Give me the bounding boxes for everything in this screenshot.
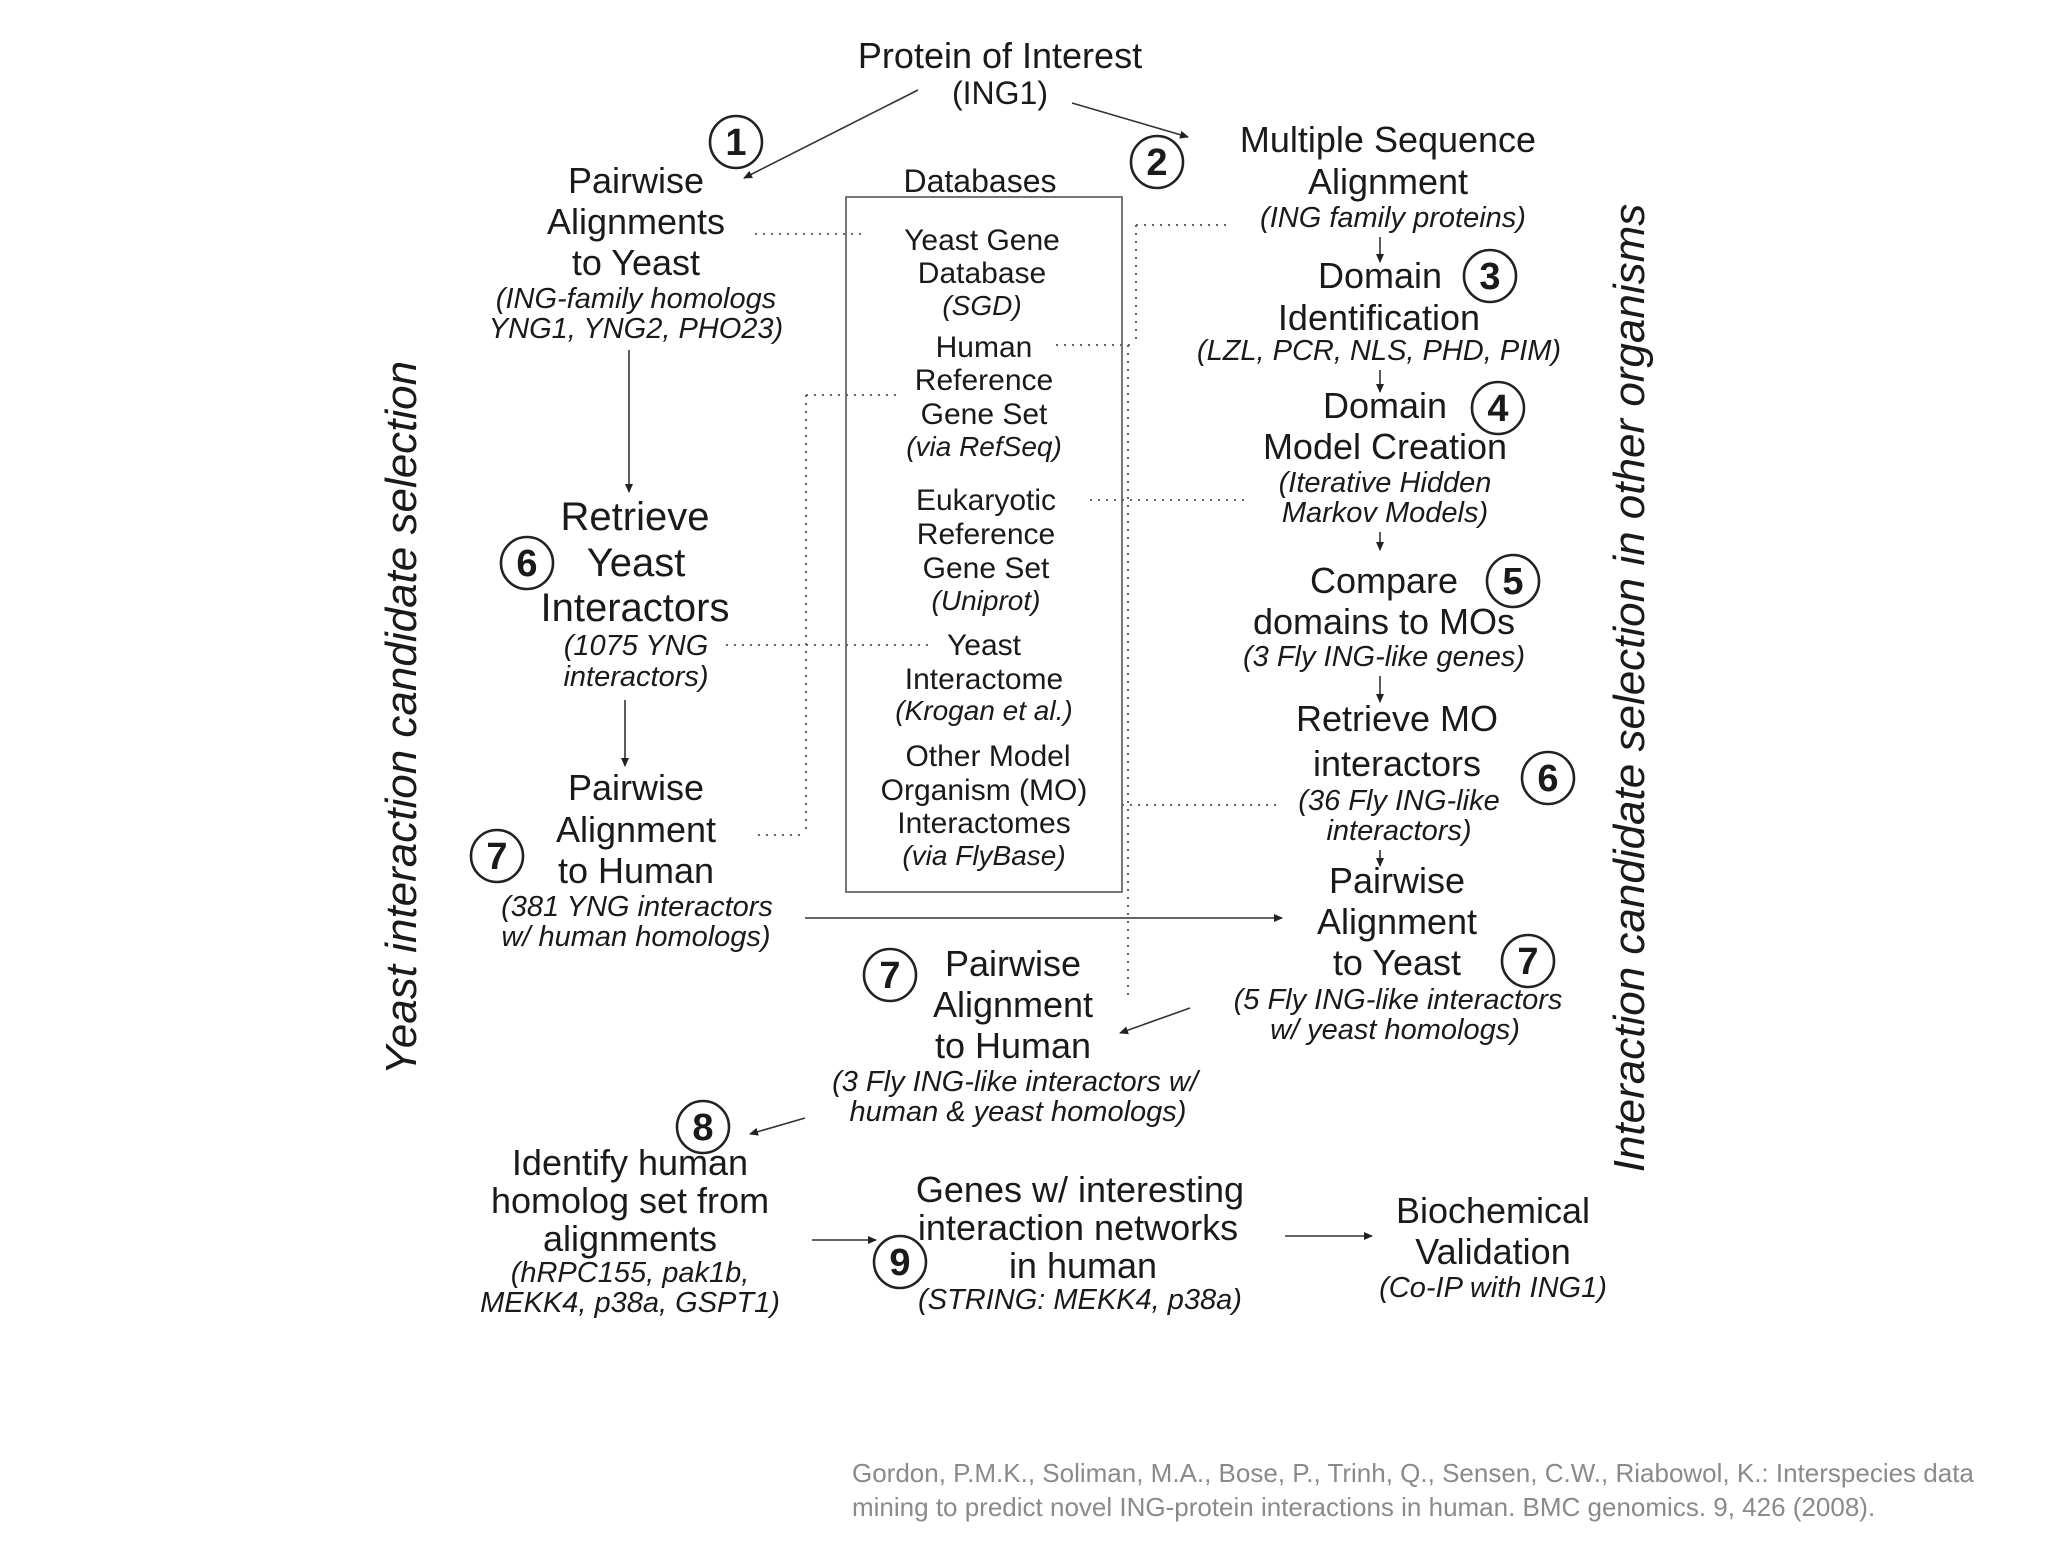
arrow-step7-center-to-step8 (750, 1118, 805, 1134)
step-7-right-line-3: to Yeast (1332, 942, 1462, 983)
db-yeast-int-sub: (Krogan et al.) (895, 695, 1073, 726)
step-7-right-line-1: Pairwise (1328, 860, 1466, 901)
step-8-sub-1: (hRPC155, pak1b, (510, 1257, 750, 1289)
step-2-multiple-sequence-alignment (1131, 119, 1536, 234)
step-6-retrieve-yeast-interactors (501, 495, 729, 693)
step-7-center-line-1: Pairwise (944, 943, 1082, 984)
side-label-left: Yeast interaction candidate selection (377, 360, 426, 1076)
step-1-pairwise-alignments-to-yeast (489, 116, 783, 345)
db-human-ref-sub: (via RefSeq) (906, 431, 1062, 462)
step-7-right-sub-2: w/ yeast homologs) (1270, 1014, 1520, 1046)
step-2-line-1: Multiple Sequence (1239, 119, 1537, 160)
step-7-pairwise-alignment-to-human-center (832, 943, 1201, 1128)
step-3-line-1: Domain (1317, 255, 1443, 296)
db-mo-int-2: Organism (MO) (880, 774, 1088, 807)
step-3-sub-1: (LZL, PCR, NLS, PHD, PIM) (1196, 335, 1562, 367)
step-6-left-sub-2: interactors) (563, 661, 709, 693)
step-2-sub-1: (ING family proteins) (1260, 202, 1526, 234)
step-8-number: 8 (692, 1107, 714, 1149)
step-4-line-2: Model Creation (1262, 426, 1508, 467)
step-7-left-sub-1: (381 YNG interactors (501, 891, 773, 923)
side-label-right: Interaction candidate selection in other organisms (1605, 203, 1654, 1173)
step-1-sub-1: (ING-family homologs (495, 283, 777, 315)
step-5-number: 5 (1502, 561, 1524, 603)
databases-panel (846, 163, 1122, 892)
step-7-right-line-2: Alignment (1316, 901, 1478, 942)
step-4-domain-model-creation (1263, 382, 1524, 529)
db-yeast-gene-sub: (SGD) (942, 290, 1022, 321)
step-5-line-2: domains to MOs (1252, 601, 1516, 642)
step-6-right-sub-1: (36 Fly ING-like (1298, 785, 1500, 817)
step-4-sub-1: (Iterative Hidden (1278, 467, 1492, 499)
citation-text: Gordon, P.M.K., Soliman, M.A., Bose, P., Trinh, Q., Sensen, C.W., Riabowol, K.: Interspecies data mining to predict novel ING-protein interactions in human. BMC genomics. 9, 426 (2008). (852, 1458, 1974, 1522)
step-1-line-2: Alignments (546, 201, 726, 242)
step-7-center-sub-1: (3 Fly ING-like interactors w/ (832, 1066, 1198, 1098)
step-7-center-number: 7 (879, 955, 901, 997)
step-2-line-2: Alignment (1307, 161, 1469, 202)
step-7-pairwise-alignment-to-human-left (471, 767, 773, 953)
step-7-right-sub-1: (5 Fly ING-like interactors (1233, 984, 1563, 1016)
step-2-number: 2 (1146, 142, 1168, 184)
step-4-line-1: Domain (1322, 385, 1448, 426)
top-sub: (ING1) (952, 75, 1048, 111)
step-1-line-1: Pairwise (567, 160, 705, 201)
db-euk-ref-sub: (Uniprot) (931, 585, 1041, 616)
step-7-center-line-3: to Human (934, 1025, 1092, 1066)
validation-sub-1: (Co-IP with ING1) (1379, 1272, 1607, 1304)
step-1-number: 1 (725, 122, 747, 164)
step-6-left-line-3: Interactors (540, 586, 730, 630)
step-8-line-2: homolog set from (490, 1180, 770, 1221)
databases-title: Databases (903, 163, 1057, 199)
db-human-ref-1: Human (935, 331, 1033, 364)
db-yeast-int-1: Yeast (947, 629, 1021, 662)
step-9-line-2: interaction networks (917, 1207, 1239, 1248)
step-6-right-number: 6 (1537, 758, 1559, 800)
db-euk-ref-2: Reference (916, 518, 1056, 551)
validation-line-2: Validation (1415, 1231, 1571, 1272)
step-7-right-number: 7 (1517, 941, 1539, 983)
step-6-left-sub-1: (1075 YNG (563, 630, 709, 662)
db-mo-int-1: Other Model (905, 740, 1071, 773)
db-human-ref-3: Gene Set (920, 398, 1048, 431)
step-6-right-line-1: Retrieve MO (1295, 698, 1499, 739)
step-8-sub-2: MEKK4, p38a, GSPT1) (480, 1287, 780, 1319)
db-yeast-gene-1: Yeast Gene (904, 224, 1060, 257)
step-7-left-number: 7 (486, 836, 508, 878)
step-1-line-3: to Yeast (571, 242, 701, 283)
step-1-sub-2: YNG1, YNG2, PHO23) (488, 313, 784, 345)
db-yeast-int-2: Interactome (904, 663, 1064, 696)
step-4-sub-2: Markov Models) (1281, 497, 1489, 529)
step-7-center-line-2: Alignment (932, 984, 1094, 1025)
step-6-left-line-1: Retrieve (560, 495, 710, 539)
step-7-pairwise-alignment-to-yeast (1234, 860, 1563, 1046)
step-9-interaction-networks (874, 1169, 1244, 1316)
arrow-top-to-step1 (744, 90, 918, 178)
step-7-left-line-2: Alignment (555, 809, 717, 850)
step-3-line-2: Identification (1277, 297, 1481, 338)
step-5-sub-1: (3 Fly ING-like genes) (1242, 641, 1526, 673)
step-9-sub-1: (STRING: MEKK4, p38a) (918, 1284, 1242, 1316)
db-yeast-gene-2: Database (917, 257, 1047, 290)
biochemical-validation (1379, 1190, 1607, 1304)
db-mo-int-sub: (via FlyBase) (902, 840, 1066, 871)
step-6-left-line-2: Yeast (586, 541, 686, 585)
top-title: Protein of Interest (857, 35, 1143, 76)
step-5-line-1: Compare (1309, 560, 1459, 601)
arrow-top-to-step2 (1072, 103, 1188, 137)
db-euk-ref-3: Gene Set (922, 552, 1050, 585)
step-8-line-1: Identify human (511, 1142, 749, 1183)
step-8-identify-human-homologs (480, 1101, 780, 1319)
step-9-number: 9 (889, 1242, 911, 1284)
step-8-line-3: alignments (542, 1218, 718, 1259)
step-4-number: 4 (1487, 388, 1509, 430)
step-7-left-sub-2: w/ human homologs) (501, 921, 771, 953)
arrow-step7-right-to-step7-center (1120, 1008, 1190, 1033)
step-7-left-line-3: to Human (557, 850, 715, 891)
db-euk-ref-1: Eukaryotic (915, 484, 1057, 517)
step-7-center-sub-2: human & yeast homologs) (849, 1096, 1187, 1128)
step-6-right-sub-2: interactors) (1326, 815, 1472, 847)
db-human-ref-2: Reference (914, 364, 1054, 397)
step-6-right-line-2: interactors (1312, 743, 1482, 784)
step-9-line-3: in human (1008, 1245, 1158, 1286)
step-6-left-number: 6 (516, 543, 538, 585)
validation-line-1: Biochemical (1395, 1190, 1591, 1231)
step-6-retrieve-mo-interactors (1296, 698, 1574, 847)
step-7-left-line-1: Pairwise (567, 767, 705, 808)
step-9-line-1: Genes w/ interesting (915, 1169, 1245, 1210)
step-5-compare-domains (1243, 555, 1539, 673)
step-3-number: 3 (1479, 256, 1501, 298)
step-3-domain-identification (1197, 250, 1561, 367)
db-mo-int-3: Interactomes (897, 807, 1071, 840)
